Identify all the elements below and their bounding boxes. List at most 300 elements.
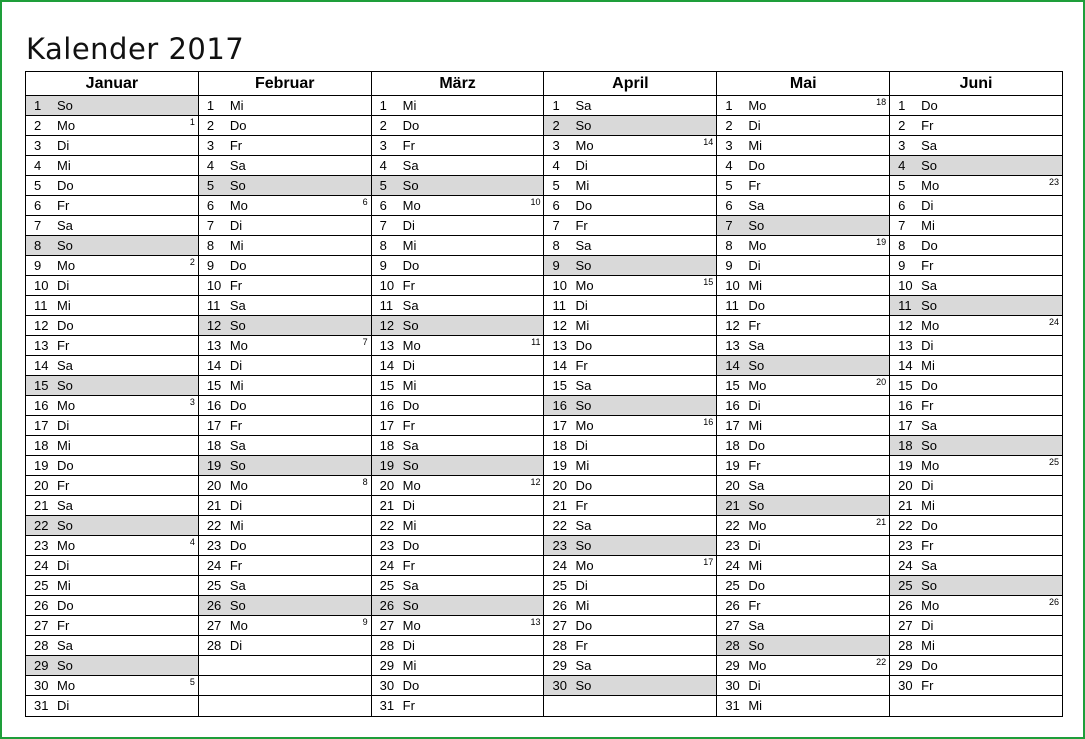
weekday-name: Mi [748, 278, 763, 293]
day-list [372, 96, 544, 716]
day-row [890, 456, 1062, 476]
day-number: 4 [379, 158, 387, 173]
weekday-name: Do [575, 478, 593, 493]
day-row [544, 556, 716, 576]
day-number: 25 [206, 578, 222, 593]
day-number: 16 [379, 398, 395, 413]
day-number: 20 [34, 478, 49, 493]
weekday-name: Do [575, 198, 593, 213]
day-row [26, 296, 198, 316]
weekday-name: Mi [575, 458, 590, 473]
day-row [717, 116, 889, 136]
weekday-name: Sa [575, 378, 592, 393]
week-number: 23 [1048, 177, 1059, 187]
day-row [26, 596, 198, 616]
weekday-name: Sa [575, 518, 592, 533]
week-number: 4 [189, 537, 195, 547]
week-number: 20 [876, 377, 887, 387]
day-number: 5 [34, 178, 42, 193]
weekday-name: Di [575, 158, 588, 173]
day-number: 8 [898, 238, 906, 253]
weekday-name: Fr [921, 118, 934, 133]
day-list [26, 96, 198, 716]
day-row [890, 136, 1062, 156]
day-number: 14 [379, 358, 395, 373]
day-number: 15 [34, 378, 49, 393]
day-row [372, 496, 544, 516]
weekday-name: Mo [748, 238, 767, 253]
weekday-name: Do [57, 458, 74, 473]
weekday-name: Do [402, 538, 420, 553]
day-number: 27 [898, 618, 913, 633]
day-row [26, 416, 198, 436]
empty-row [199, 676, 371, 696]
day-row [199, 316, 371, 336]
day-row [544, 516, 716, 536]
weekday-name: Mi [229, 98, 244, 113]
weekday-name: Sa [229, 578, 246, 593]
week-number: 5 [189, 677, 195, 687]
week-number: 26 [1048, 597, 1059, 607]
weekday-name: So [575, 398, 592, 413]
day-row [26, 696, 198, 716]
day-number: 7 [206, 218, 215, 233]
day-row [544, 196, 716, 216]
week-number: 8 [362, 477, 368, 487]
day-row [26, 556, 198, 576]
day-row [199, 256, 371, 276]
day-row [544, 496, 716, 516]
weekday-name: Di [229, 358, 243, 373]
day-row [717, 336, 889, 356]
day-row [26, 636, 198, 656]
weekday-name: Do [229, 538, 247, 553]
day-row [890, 336, 1062, 356]
day-row [199, 636, 371, 656]
day-row [26, 616, 198, 636]
day-row [890, 116, 1062, 136]
weekday-name: Di [748, 678, 761, 693]
weekday-name: So [402, 178, 419, 193]
day-number: 10 [898, 278, 913, 293]
day-row [26, 216, 198, 236]
weekday-name: Sa [57, 358, 73, 373]
weekday-name: Mi [57, 578, 71, 593]
day-row [199, 376, 371, 396]
day-row [26, 176, 198, 196]
day-row [544, 576, 716, 596]
weekday-name: Sa [57, 638, 73, 653]
day-row [26, 476, 198, 496]
day-list [717, 96, 889, 716]
weekday-name: So [229, 458, 246, 473]
day-row [372, 396, 544, 416]
day-number: 10 [34, 278, 49, 293]
weekday-name: Mo [921, 318, 940, 333]
weekday-name: Mi [921, 358, 935, 373]
weekday-name: Sa [575, 238, 592, 253]
weekday-name: So [748, 498, 765, 513]
day-number: 26 [898, 598, 913, 613]
day-number: 30 [552, 678, 567, 693]
day-row [26, 196, 198, 216]
weekday-name: Do [229, 118, 247, 133]
day-row [199, 416, 371, 436]
weekday-name: Mi [57, 298, 71, 313]
day-number: 24 [34, 558, 49, 573]
day-row [717, 656, 889, 676]
day-row [717, 516, 889, 536]
day-number: 7 [725, 218, 733, 233]
day-number: 20 [898, 478, 913, 493]
weekday-name: Di [402, 218, 415, 233]
month-header: Juni [890, 72, 1062, 96]
weekday-name: Fr [229, 418, 243, 433]
day-number: 26 [725, 598, 740, 613]
day-number: 24 [206, 558, 222, 573]
day-row [890, 316, 1062, 336]
day-row [717, 176, 889, 196]
weekday-name: So [921, 158, 938, 173]
day-number: 18 [206, 438, 222, 453]
day-row [717, 296, 889, 316]
day-row [717, 616, 889, 636]
week-number: 1 [189, 117, 195, 127]
weekday-name: So [57, 238, 73, 253]
day-number: 9 [34, 258, 42, 273]
weekday-name: Fr [748, 178, 761, 193]
weekday-name: Di [57, 698, 70, 713]
day-number: 22 [552, 518, 567, 533]
day-row [544, 296, 716, 316]
day-number: 13 [34, 338, 49, 353]
weekday-name: Mo [57, 118, 76, 133]
day-row [372, 516, 544, 536]
weekday-name: Mo [57, 678, 76, 693]
day-number: 5 [379, 178, 387, 193]
month-column [198, 72, 371, 716]
day-row [372, 696, 544, 716]
day-number: 19 [552, 458, 567, 473]
day-number: 3 [379, 138, 387, 153]
weekday-name: So [748, 358, 765, 373]
day-number: 19 [379, 458, 395, 473]
weekday-name: Fr [575, 498, 588, 513]
weekday-name: So [575, 678, 592, 693]
day-row [199, 536, 371, 556]
weekday-name: Sa [921, 418, 938, 433]
day-row [544, 536, 716, 556]
month-column [26, 72, 198, 716]
day-number: 13 [552, 338, 567, 353]
weekday-name: Di [748, 398, 761, 413]
weekday-name: Mi [748, 418, 763, 433]
day-row [544, 96, 716, 116]
day-row [717, 216, 889, 236]
day-number: 29 [552, 658, 567, 673]
day-row [372, 456, 544, 476]
day-number: 31 [725, 698, 740, 713]
weekday-name: So [575, 118, 592, 133]
day-number: 26 [379, 598, 395, 613]
weekday-name: So [402, 598, 419, 613]
day-row [717, 376, 889, 396]
day-row [717, 536, 889, 556]
day-number: 19 [34, 458, 49, 473]
week-number: 18 [876, 97, 887, 107]
day-row [26, 256, 198, 276]
day-number: 20 [725, 478, 740, 493]
weekday-name: Sa [57, 218, 73, 233]
day-row [26, 96, 198, 116]
day-row [717, 356, 889, 376]
day-row [890, 476, 1062, 496]
weekday-name: Di [57, 278, 70, 293]
weekday-name: Mo [921, 178, 940, 193]
weekday-name: Sa [575, 658, 592, 673]
weekday-name: Mo [575, 558, 594, 573]
weekday-name: Do [748, 298, 765, 313]
weekday-name: Fr [575, 638, 588, 653]
day-number: 26 [34, 598, 49, 613]
day-number: 3 [206, 138, 215, 153]
weekday-name: Fr [921, 258, 934, 273]
weekday-name: Mo [921, 598, 940, 613]
day-row [372, 176, 544, 196]
weekday-name: Do [57, 178, 74, 193]
day-row [199, 476, 371, 496]
day-number: 28 [206, 638, 222, 653]
day-number: 20 [379, 478, 395, 493]
day-row [199, 576, 371, 596]
day-row [890, 636, 1062, 656]
day-row [372, 676, 544, 696]
day-row [544, 236, 716, 256]
day-row [717, 236, 889, 256]
day-row [372, 356, 544, 376]
day-row [544, 256, 716, 276]
day-row [717, 316, 889, 336]
weekday-name: Sa [402, 158, 419, 173]
week-number: 25 [1048, 457, 1059, 467]
day-number: 8 [379, 238, 387, 253]
day-row [199, 96, 371, 116]
day-number: 27 [206, 618, 222, 633]
day-number: 23 [552, 538, 567, 553]
day-row [199, 296, 371, 316]
empty-row [199, 656, 371, 676]
weekday-name: Do [229, 258, 247, 273]
weekday-name: Do [921, 98, 938, 113]
day-number: 23 [379, 538, 395, 553]
week-number: 11 [531, 337, 541, 347]
day-row [890, 396, 1062, 416]
day-row [372, 316, 544, 336]
day-row [544, 616, 716, 636]
weekday-name: Mo [57, 398, 76, 413]
day-number: 9 [552, 258, 560, 273]
day-number: 11 [725, 298, 739, 313]
day-row [544, 276, 716, 296]
day-row [372, 616, 544, 636]
day-number: 26 [206, 598, 222, 613]
day-row [544, 456, 716, 476]
day-row [372, 336, 544, 356]
weekday-name: Mi [402, 98, 417, 113]
day-number: 28 [34, 638, 49, 653]
weekday-name: So [921, 298, 938, 313]
weekday-name: Mo [402, 338, 421, 353]
day-row [26, 456, 198, 476]
day-number: 24 [725, 558, 740, 573]
day-row [199, 116, 371, 136]
day-number: 11 [34, 298, 48, 313]
day-number: 28 [552, 638, 567, 653]
day-row [544, 376, 716, 396]
month-header: Januar [26, 72, 198, 96]
weekday-name: Di [921, 198, 934, 213]
day-row [890, 236, 1062, 256]
weekday-name: Sa [402, 298, 419, 313]
day-number: 30 [725, 678, 740, 693]
week-number: 21 [876, 517, 887, 527]
weekday-name: Fr [229, 558, 243, 573]
weekday-name: So [748, 638, 765, 653]
weekday-name: Sa [748, 478, 765, 493]
day-number: 27 [379, 618, 395, 633]
day-number: 6 [898, 198, 906, 213]
day-number: 30 [379, 678, 395, 693]
day-number: 29 [34, 658, 49, 673]
day-number: 10 [552, 278, 567, 293]
empty-row [890, 696, 1062, 716]
weekday-name: Di [748, 538, 761, 553]
day-number: 21 [379, 498, 395, 513]
day-number: 28 [725, 638, 740, 653]
week-number: 13 [530, 617, 541, 627]
day-row [890, 256, 1062, 276]
day-row [717, 396, 889, 416]
day-number: 10 [206, 278, 222, 293]
day-number: 13 [725, 338, 740, 353]
weekday-name: Di [921, 618, 934, 633]
day-number: 16 [206, 398, 222, 413]
weekday-name: So [57, 378, 73, 393]
day-number: 16 [552, 398, 567, 413]
day-row [372, 656, 544, 676]
day-row [372, 116, 544, 136]
day-row [372, 576, 544, 596]
weekday-name: Mo [921, 458, 940, 473]
day-number: 7 [898, 218, 906, 233]
day-number: 18 [898, 438, 913, 453]
weekday-name: Do [402, 678, 420, 693]
day-number: 31 [379, 698, 395, 713]
day-number: 2 [898, 118, 906, 133]
day-row [372, 556, 544, 576]
day-row [372, 376, 544, 396]
day-number: 14 [34, 358, 49, 373]
day-row [199, 496, 371, 516]
day-number: 4 [34, 158, 42, 173]
day-number: 12 [34, 318, 49, 333]
day-row [717, 496, 889, 516]
day-number: 5 [898, 178, 906, 193]
week-number: 16 [703, 417, 714, 427]
day-row [26, 396, 198, 416]
day-number: 18 [379, 438, 395, 453]
day-row [372, 96, 544, 116]
day-number: 25 [552, 578, 567, 593]
day-row [544, 176, 716, 196]
day-number: 24 [898, 558, 913, 573]
day-row [199, 176, 371, 196]
day-row [890, 216, 1062, 236]
day-row [199, 556, 371, 576]
weekday-name: Sa [748, 618, 765, 633]
month-column [543, 72, 716, 716]
week-number: 12 [530, 477, 541, 487]
day-row [372, 596, 544, 616]
day-number: 16 [725, 398, 740, 413]
day-row [717, 696, 889, 716]
weekday-name: Di [57, 558, 70, 573]
day-row [199, 196, 371, 216]
day-row [26, 376, 198, 396]
day-number: 11 [552, 298, 566, 313]
day-row [544, 136, 716, 156]
weekday-name: Di [402, 358, 415, 373]
day-number: 19 [206, 458, 222, 473]
day-row [717, 576, 889, 596]
day-row [372, 236, 544, 256]
weekday-name: Mo [575, 278, 594, 293]
page-title: Kalender 2017 [26, 32, 245, 66]
day-row [372, 296, 544, 316]
day-number: 22 [34, 518, 49, 533]
day-number: 21 [552, 498, 567, 513]
weekday-name: Fr [921, 538, 934, 553]
day-number: 27 [725, 618, 740, 633]
day-number: 6 [379, 198, 387, 213]
day-row [890, 296, 1062, 316]
weekday-name: Mo [402, 618, 421, 633]
week-number: 15 [703, 277, 714, 287]
day-number: 17 [34, 418, 49, 433]
day-row [890, 516, 1062, 536]
day-row [890, 656, 1062, 676]
weekday-name: Mo [575, 418, 594, 433]
day-row [890, 616, 1062, 636]
weekday-name: Do [57, 598, 74, 613]
weekday-name: Di [229, 638, 243, 653]
day-list [544, 96, 716, 716]
day-row [544, 436, 716, 456]
day-number: 4 [206, 158, 215, 173]
calendar-grid [25, 71, 1063, 717]
weekday-name: Mi [229, 378, 244, 393]
day-number: 18 [34, 438, 49, 453]
day-number: 21 [725, 498, 740, 513]
day-row [890, 176, 1062, 196]
day-number: 6 [552, 198, 560, 213]
week-number: 9 [362, 617, 368, 627]
day-row [544, 396, 716, 416]
weekday-name: Do [57, 318, 74, 333]
day-number: 18 [725, 438, 740, 453]
day-number: 6 [206, 198, 215, 213]
day-number: 29 [379, 658, 395, 673]
